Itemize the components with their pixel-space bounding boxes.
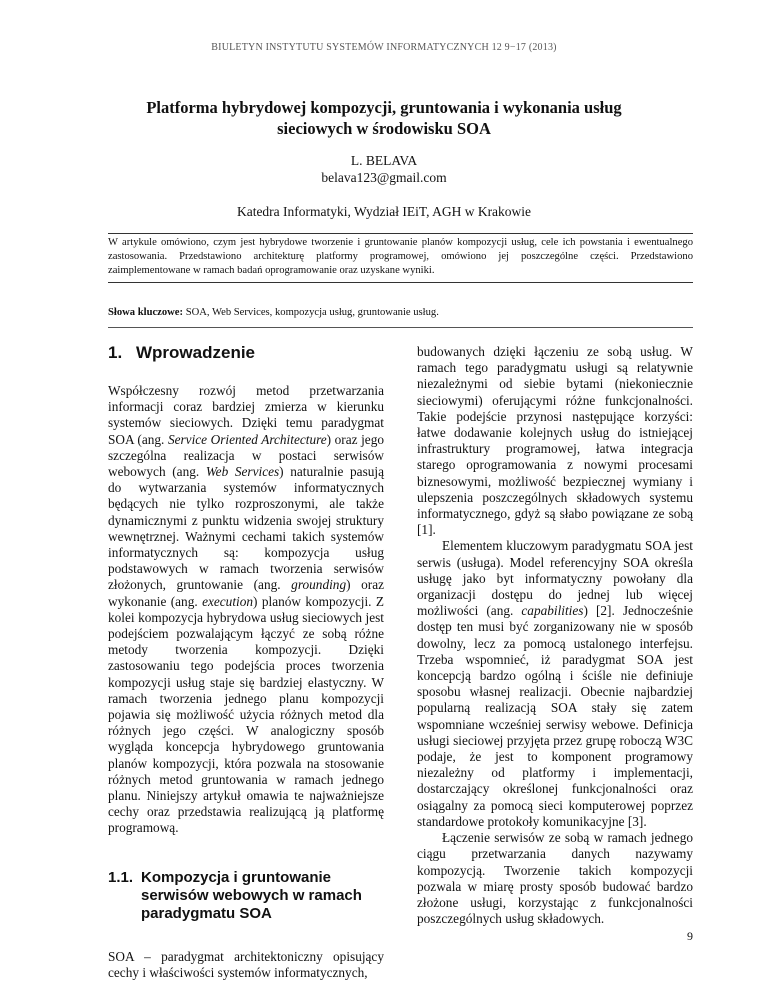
paragraph-composition: Łączenie serwisów ze sobą w ramach jednego ciągu przetwarzania danych nazywamy kompozycją. Tworzenie takich kompozycji pozwala w miarę prosty sposób budować bardzo złożone usługi, korzystając z funkcjonalności poszczególnych usług składowych. [417,830,693,927]
section-title: Wprowadzenie [136,343,256,362]
paragraph-soa-continued: budowanych dzięki łączeniu ze sobą usług. W ramach tego paradygmatu usługi są relatywnie niezależnymi od siebie bytami (niekoniecznie sieciowymi) oferującymi różne funkcjonalności. Takie podejście przynosi następujące korzyści: łatwe dodawanie kolejnych usług do istniejącej infrastruktury programowej, łatwa integracja starego oprogramowania z nowymi procesami biznesowymi, możliwość bezpiecznej wymiany i ulepszenia poszczególnych składowych systemu informatycznego, gdyż są słabo powiązane ze sobą [1]. [417,344,693,538]
keywords [108,306,693,320]
subsection-number: 1.1. [108,868,134,886]
author-name: L. BELAVA [350,153,418,168]
abstract-text: W artykule omówiono, czym jest hybrydowe tworzenie i gruntowanie planów kompozycji usług, cele ich powstania i ewentualnego zastosowania. Przedstawiono architekturę platformy programowej, omówiono jej poszczególne części. Przedstawiono zaimplementowane w ramach badań oprogramowanie oraz uzyskane wyniki. [108,237,693,277]
running-header: BIULETYN INSTYTUTU SYSTEMÓW INFORMATYCZNYCH 12 9−17 (2013) [211,42,557,53]
left-column [108,343,384,981]
page-number: 9 [687,929,693,943]
author-email: belava123@gmail.com [321,170,447,185]
right-column [417,344,693,927]
abstract [108,233,693,283]
keywords-text: SOA, Web Services, kompozycja usług, gruntowanie usług. [183,307,439,318]
paragraph-intro: Współczesny rozwój metod przetwarzania informacji coraz bardziej zmierza w kierunku systemów sieciowych. Dzięki temu paradygmat SOA (ang. Service Oriented Architecture) oraz jego szczególna realizacja w postaci serwisów webowych (ang. Web Services) naturalnie pasują do wytwarzania systemów informatycznych będących nie tylko rozproszonymi, ale także dynamicznymi z punktu widzenia swojej struktury wewnętrznej. Ważnymi cechami takich systemów informatycznych są: kompozycja usług podstawowych w ramach tworzenia serwisów złożonych, gruntowanie (ang. grounding) oraz wykonanie (ang. execution) planów kompozycji. Z kolei kompozycja hybrydowa usług sieciowych jest podejściem pozwalającym łączyć ze sobą różne metody tworzenia kompozycji. Dzięki zastosowaniu tego podejścia proces tworzenia kompozycji usług staje się bardziej elastyczny. W ramach tworzenia jednego planu kompozycji pojawia się możliwość użycia różnych metod dla różnych jego części. W analogiczny sposób wygląda koncepcja hybrydowego gruntowania planów kompozycji, która pozwala na stosowanie różnych metod gruntowania w ramach jednego planu. Niniejszy artykuł omawia te najważniejsze cechy oraz przedstawia realizującą ją platformę programową. [108,383,384,836]
paper-title: Platforma hybrydowej kompozycji, gruntowania i wykonania usług sieciowych w środowisku SOA [146,98,622,138]
section-number: 1. [108,343,123,362]
author-affiliation: Katedra Informatyki, Wydział IEiT, AGH w Krakowie [236,204,532,219]
keywords-divider [108,327,693,328]
paragraph-service-definition: Elementem kluczowym paradygmatu SOA jest serwis (usługa). Model referencyjny SOA określa usługę jako byt informatyczny powołany dla organizacji dostępu do jednej lub więcej możliwości (ang. capabilities) [2]. Jednocześnie dostęp ten musi być zorganizowany nie w sposób dowolny, lecz za pomocą ustalonego interfejsu. Trzeba wspomnieć, iż paradygmat SOA jest koncepcją bardzo ogólną i ściśle nie definiuje sposobu własnej realizacji. Obecnie najbardziej popularną realizacją SOA stały się zatem wspomniane wcześniej serwisy webowe. Definicja usługi sieciowej przyjęta przez grupę roboczą W3C podaje, że jest to komponent programowy niezależny od platformy i implementacji, dostarczający określonej funkcjonalności oraz osiągalny za pomocą sieci komputerowej poprzez standardowe protokoły komunikacyjne [3]. [417,538,693,829]
keywords-label: Słowa kluczowe: [108,307,184,318]
subsection-title: Kompozycja i gruntowanie serwisów webowych w ramach paradygmatu SOA [141,868,362,922]
section-heading-1 [108,343,384,363]
subsection-heading-1-1 [108,869,384,923]
paragraph-soa-start: SOA – paradygmat architektoniczny opisujący cechy i właściwości systemów informatycznych, [108,948,384,980]
